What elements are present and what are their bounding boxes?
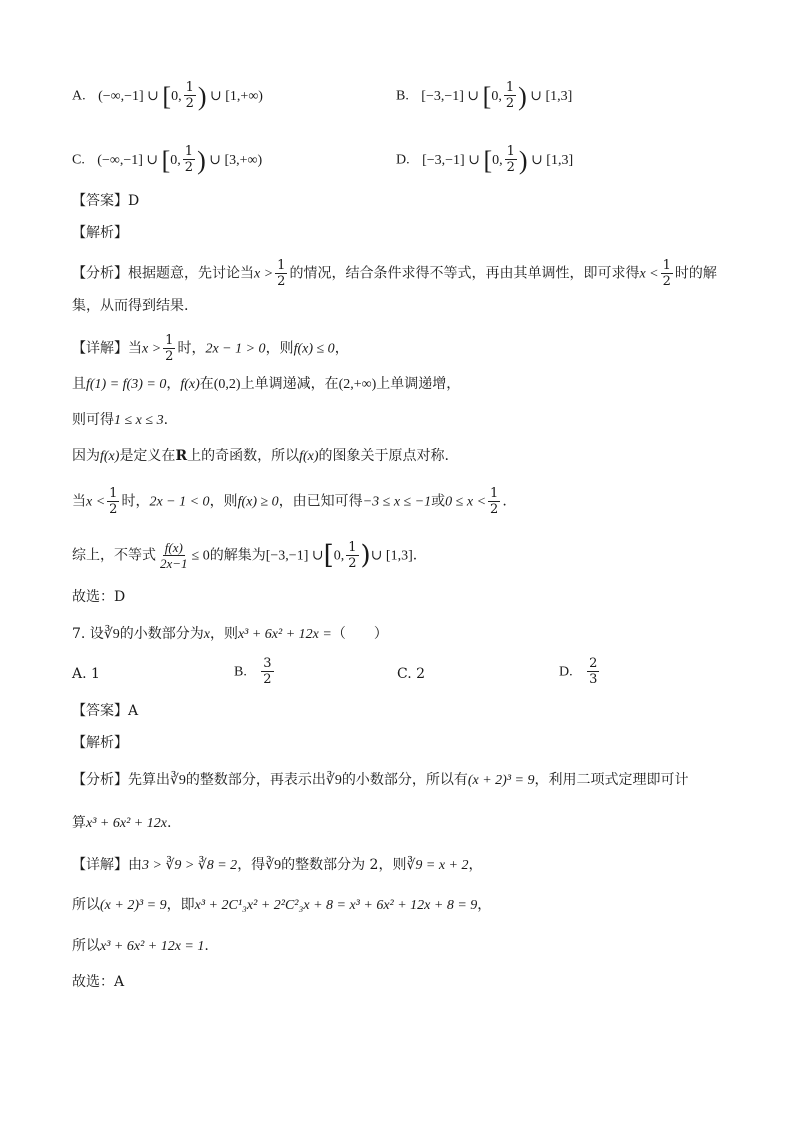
q7-xiangjie-line2: 所以(x + 2)³ = 9，即x³ + 2C¹₃x² + 2²C²₃x + 8 = x³ + 6x² + 12x + 8 = 9， xyxy=(72,897,492,913)
q6-option-c: C. (−∞,−1] ∪ [0, $\frac{1}{2}$ ) ∪ [3,+∞) xyxy=(72,144,263,175)
fraction: $\frac{2}{3}$ xyxy=(589,656,598,687)
q6-xiangjie-line6: 综上，不等式 $\frac{f(x)}{2x-1}$ ≤ 0的解集为[−3,−1] ∪[0, $\frac{1}{2}$ )∪ [1,3]. xyxy=(72,540,418,571)
fraction: $\frac{1}{2}$ xyxy=(185,80,194,111)
q6-fenxi-line1: 【分析】根据题意，先讨论当x > $\frac{1}{2}$ 的情况，结合条件求得不等式，再由其单调性，即可求得x < $\frac{1}{2}$ 时的解 xyxy=(72,258,717,289)
q7-xiangjie-line3: 所以x³ + 6x² + 12x = 1. xyxy=(72,938,209,954)
option-label: D. xyxy=(396,152,410,168)
q7-option-a: A. 1 xyxy=(72,666,100,682)
q7-option-c: C. 2 xyxy=(397,666,426,682)
fraction: $\frac{1}{2}$ xyxy=(165,333,174,364)
fraction: $\frac{1}{2}$ xyxy=(662,258,671,289)
q6-option-d: D. [−3,−1] ∪ [0, $\frac{1}{2}$ ) ∪ [1,3] xyxy=(396,144,574,175)
answer-value: D xyxy=(128,193,140,209)
q6-analysis-tag: 【解析】 xyxy=(72,225,128,241)
fraction: $\frac{1}{2}$ xyxy=(506,144,515,175)
q6-option-a: A. (−∞,−1] ∪ [0, $\frac{1}{2}$ ) ∪ [1,+∞) xyxy=(72,80,263,111)
answer-tag: 【答案】 xyxy=(72,193,128,209)
fraction: $\frac{1}{2}$ xyxy=(505,80,515,111)
fraction: $\frac{1}{2}$ xyxy=(109,486,118,517)
q6-xiangjie-line5: 当x < $\frac{1}{2}$ 时，2x − 1 < 0，则f(x) ≥ 0，由已知可得−3 ≤ x ≤ −1或0 ≤ x < $\frac{1}{2}$ . xyxy=(72,486,507,517)
option-label: A. xyxy=(72,88,86,104)
q6-xiangjie-line2: 且f(1) = f(3) = 0，f(x)在(0,2)上单调递减，在(2,+∞)上单调递增， xyxy=(72,376,461,392)
q7-choose: 故选：A xyxy=(72,974,125,990)
fraction: $\frac{1}{2}$ xyxy=(348,540,357,571)
fraction: $\frac{f(x)}{2x-1}$ xyxy=(160,540,188,571)
q6-choose: 故选：D xyxy=(72,589,126,605)
option-label: B. xyxy=(396,88,409,104)
q7-option-b: B. $\frac{3}{2}$ xyxy=(234,656,272,687)
answer-value: A xyxy=(128,703,139,719)
q6-xiangjie-line4: 因为f(x)是定义在R上的奇函数，所以f(x)的图象关于原点对称. xyxy=(72,448,449,464)
q6-xiangjie-line1: 【详解】当x > $\frac{1}{2}$ 时，2x − 1 > 0，则f(x) ≤ 0， xyxy=(72,333,349,364)
q6-answer-line xyxy=(72,191,139,211)
q6-option-b: B. [−3,−1] ∪ [0, $\frac{1}{2}$ ) ∪ [1,3] xyxy=(396,80,573,111)
option-label: C. xyxy=(72,152,85,168)
fraction: $\frac{3}{2}$ xyxy=(263,656,272,687)
q7-fenxi-line1: 【分析】先算出∛9的整数部分，再表示出∛9的小数部分，所以有(x + 2)³ = 9，利用二项式定理即可计 xyxy=(72,772,689,788)
q6-fenxi-line2: 集，从而得到结果. xyxy=(72,298,189,314)
q7-answer-line: 【答案】A xyxy=(72,703,139,719)
q6-xiangjie-line3: 则可得1 ≤ x ≤ 3. xyxy=(72,412,169,428)
fraction: $\frac{1}{2}$ xyxy=(184,144,194,175)
q7-xiangjie-line1: 【详解】由3 > ∛9 > ∛8 = 2，得∛9的整数部分为 2，则∛9 = x + 2， xyxy=(72,857,483,873)
fraction: $\frac{1}{2}$ xyxy=(277,258,286,289)
q7-fenxi-line2: 算x³ + 6x² + 12x. xyxy=(72,815,172,831)
q7-option-d: D. $\frac{2}{3}$ xyxy=(559,656,598,687)
fraction: $\frac{1}{2}$ xyxy=(490,486,499,517)
q7-stem: 7. 设∛9的小数部分为x，则x³ + 6x² + 12x =（ ） xyxy=(72,626,388,642)
q7-analysis-tag: 【解析】 xyxy=(72,735,128,751)
